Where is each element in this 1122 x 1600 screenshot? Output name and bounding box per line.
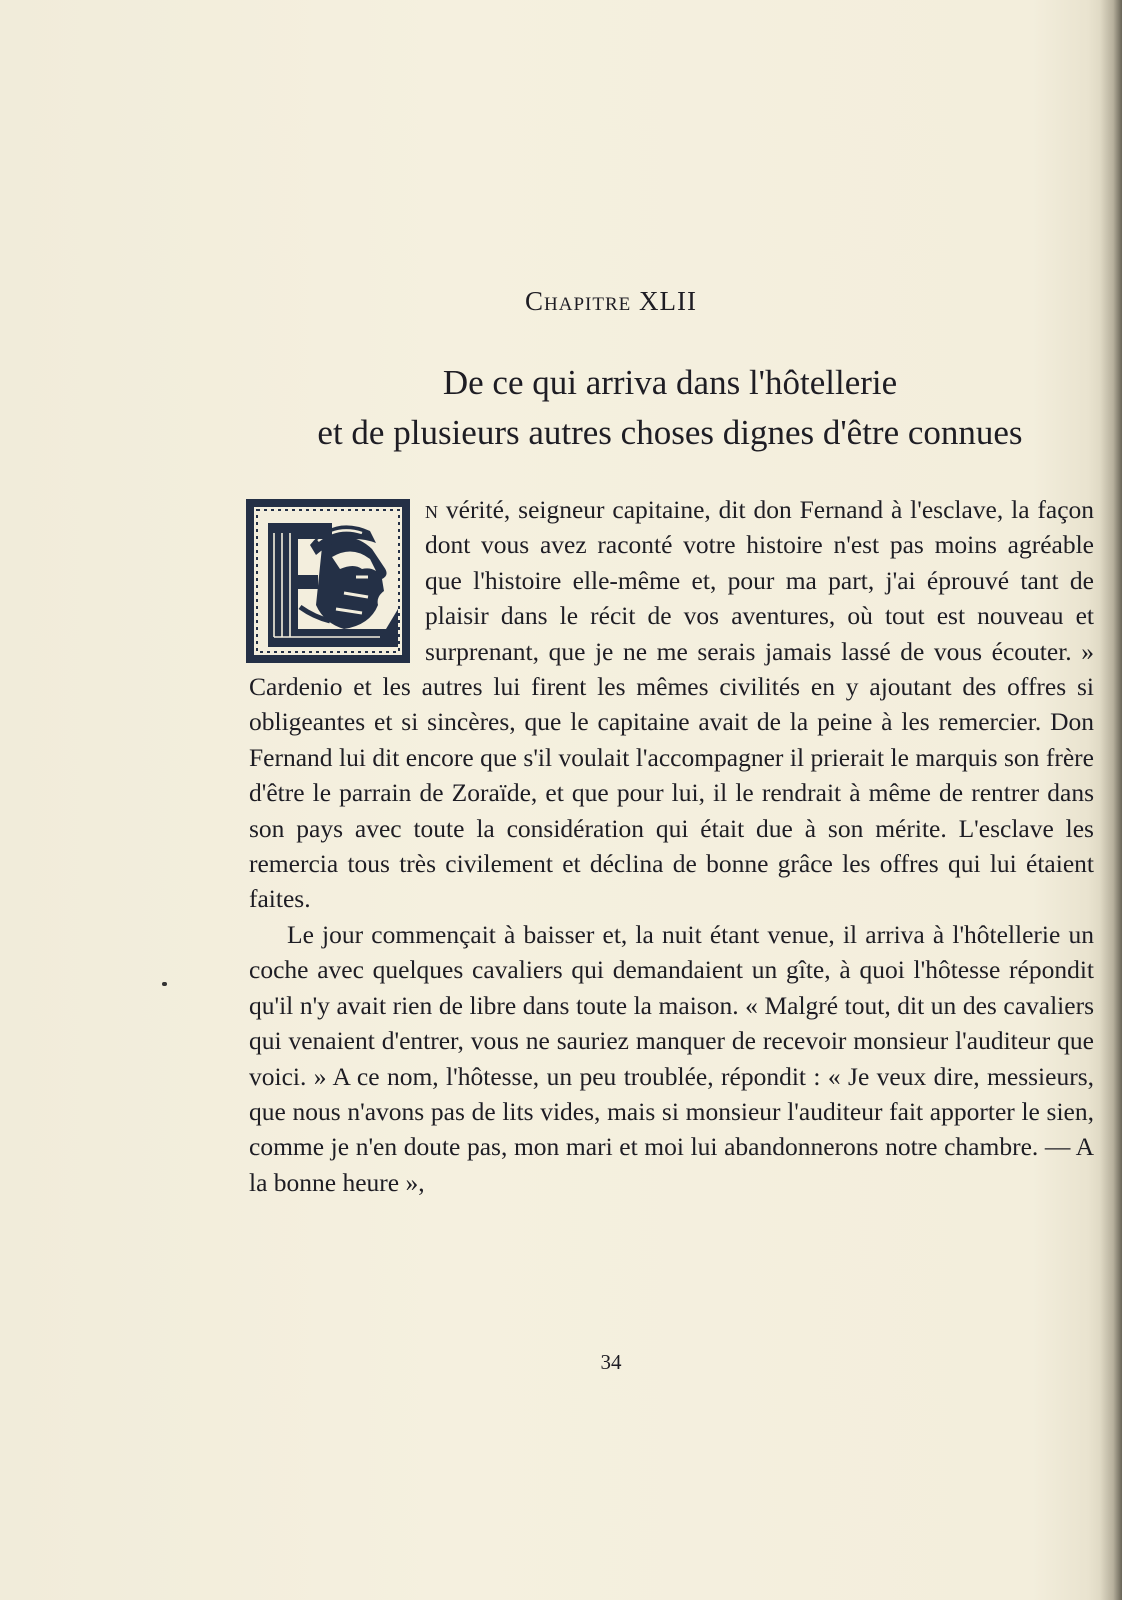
- paragraph-2: Le jour commençait à baisser et, la nuit étant venue, il arriva à l'hôtellerie un coche avec quelques cavaliers qui demandaient un gîte, à quoi l'hôtesse répondit qu'il n'y avait rien de libre dans toute la maison. « Malgré tout, dit un des cavaliers qui venaient d'entrer, vous ne sauriez manquer de recevoir monsieur l'auditeur que voici. » A ce nom, l'hôtesse, un peu troublée, répondit : « Je veux dire, messieurs, que nous n'avons pas de lits vides, mais si monsieur l'auditeur fait apporter le sien, comme je n'en doute pas, mon mari et moi lui abandonnerons notre chambre. — A la bonne heure »,: [249, 919, 1094, 1197]
- dropcap-space: [249, 492, 425, 666]
- paragraph-1-lead: n: [425, 495, 438, 524]
- chapter-title-line-1: De ce qui arriva dans l'hôtellerie: [442, 363, 898, 402]
- chapter-label: Chapitre: [525, 286, 632, 316]
- body-text: [249, 492, 1094, 1200]
- chapter-title: [240, 358, 1100, 458]
- paragraph-1-text: vérité, seigneur capitaine, dit don Fernand à l'esclave, la façon dont vous avez raconté votre histoire n'est pas moins agréable que l'histoire elle-même et, pour ma part, j'ai éprouvé tant de plaisir dans le récit de vos aventures, où tout est nouveau et surprenant, que je ne me serais jamais lassé de vous écouter. » Cardenio et les autres lui firent les mêmes civilités en y ajoutant des offres si obligeantes et si sincères, que le capitaine avait de la peine à les remercier. Don Fernand lui dit encore que s'il voulait l'accompagner il prierait le marquis son frère d'être le parrain de Zoraïde, et que pour lui, il le rendrait à même de rentrer dans son pays avec toute la considération qui était due à son mérite. L'esclave les remercia tous très civilement et déclina de bonne grâce les offres qui lui étaient faites.: [249, 495, 1095, 914]
- page-number: 34: [600, 1350, 622, 1374]
- ink-speck: [162, 982, 167, 986]
- chapter-heading: [0, 286, 1122, 317]
- chapter-title-line-2: et de plusieurs autres choses dignes d'être connues: [317, 413, 1023, 452]
- paragraph-1: [249, 492, 1094, 917]
- chapter-number: XLII: [639, 286, 697, 316]
